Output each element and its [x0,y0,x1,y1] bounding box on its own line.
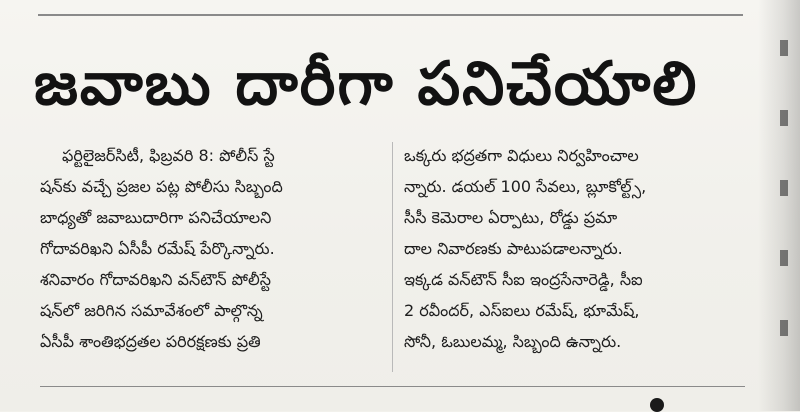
adjacent-column-edge [758,0,800,411]
left-column-line: శనివారం గోదావరిఖని వన్‌టౌన్ పోలీస్టే [40,270,271,289]
edge-mark [780,110,788,126]
left-column-line: బాధ్యతో జవాబుదారిగా పనిచేయాలని [40,208,272,227]
left-column-line: షన్‌కు వచ్చే ప్రజల పట్ల పోలీసు సిబ్బంది [40,177,283,196]
edge-mark [780,40,788,56]
right-column-line: సోనీ, ఓబులమ్మ, సిబ్బంది ఉన్నారు. [404,332,622,351]
left-column-line: ఏసీపీ శాంతిభద్రతల పరిరక్షణకు ప్రతి [40,332,261,351]
article-right-column [404,140,748,357]
right-column-line: ఇక్కడ వన్‌టౌన్ సీఐ ఇంద్రసేనారెడ్డి, సీఐ [404,270,643,289]
left-column-line: షన్‌లో జరిగిన సమావేశంలో పాల్గొన్న [40,301,263,320]
right-column-line: ఒక్కరు భద్రతగా విధులు నిర్వహించాల [404,146,639,165]
right-column-line: న్నారు. డయల్ 100 సేవలు, బ్లూకోల్ట్స్, [404,177,647,196]
left-column-line: ఫర్టిలైజర్‌సిటీ, ఫిబ్రవరి 8: పోలీస్ స్టే [62,146,275,165]
column-divider [392,142,393,372]
edge-mark [780,320,788,336]
headline: జవాబు దారీగా పనిచేయాలి [34,49,699,119]
top-rule [38,14,743,16]
adjacent-article-fragment [650,398,664,412]
right-column-line: సీసీ కెమెరాల ఏర్పాటు, రోడ్డు ప్రమా [404,208,618,227]
edge-mark [780,180,788,196]
bottom-rule [40,386,745,387]
article-left-column [40,140,380,357]
right-column-line: దాల నివారణకు పాటుపడాలన్నారు. [404,239,623,258]
edge-mark [780,250,788,266]
left-column-line: గోదావరిఖని ఏసీపీ రమేష్ పేర్కొన్నారు. [40,239,275,258]
right-column-line: 2 రవీందర్, ఎస్ఐలు రమేష్, భూమేష్, [404,301,640,320]
